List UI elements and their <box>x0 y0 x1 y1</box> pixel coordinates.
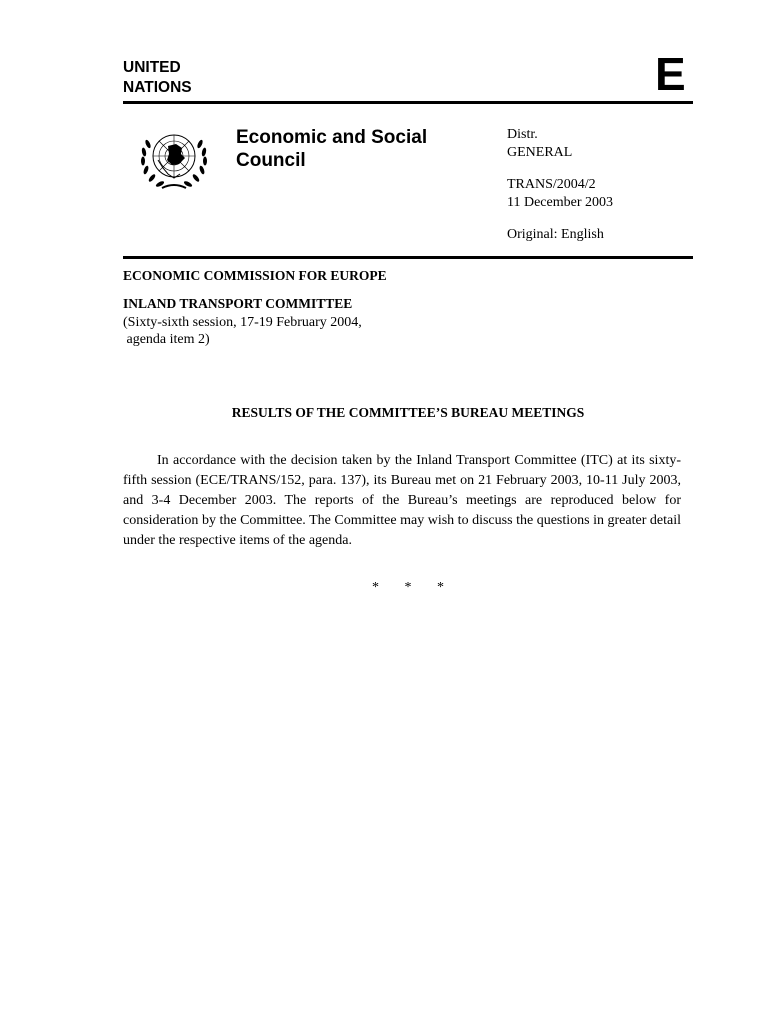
session-info <box>123 314 362 348</box>
distr-level: GENERAL <box>507 145 573 160</box>
session-line-1: (Sixty-sixth session, 17-19 February 2004, <box>123 315 362 330</box>
section-separator: * * * <box>372 580 444 595</box>
body-paragraph: In accordance with the decision taken by the Inland Transport Committee (ITC) at its sixty-fifth session (ECE/TRANS/152, para. 137), its Bureau met on 21 February 2003, 10-11 July 2003, and 3-4 December 2003. The reports of the Bureau’s meetings are reproduced below for consideration by the Committee. The Committee may wish to discuss the questions in greater detail under the respective items of the agenda. <box>123 453 681 548</box>
organization-name <box>123 58 192 98</box>
document-title: RESULTS OF THE COMMITTEE’S BUREAU MEETINGS <box>231 405 585 420</box>
org-line-1: UNITED <box>123 59 181 76</box>
original-language: Original: English <box>507 227 604 242</box>
org-line-2: NATIONS <box>123 79 192 96</box>
header-rule <box>123 101 693 104</box>
commission-name: ECONOMIC COMMISSION FOR EUROPE <box>123 268 387 283</box>
session-line-2: agenda item 2) <box>123 332 210 347</box>
header-bottom-rule <box>123 256 693 259</box>
distribution-block <box>507 126 613 244</box>
document-symbol: TRANS/2004/2 <box>507 177 596 192</box>
council-name <box>236 126 427 172</box>
council-line-1: Economic and Social <box>236 127 428 148</box>
document-date: 11 December 2003 <box>507 195 613 210</box>
language-code: E <box>655 48 686 100</box>
un-emblem-icon <box>132 124 216 196</box>
council-line-2: Council <box>236 150 306 171</box>
committee-name: INLAND TRANSPORT COMMITTEE <box>123 296 353 311</box>
distr-label: Distr. <box>507 127 538 142</box>
